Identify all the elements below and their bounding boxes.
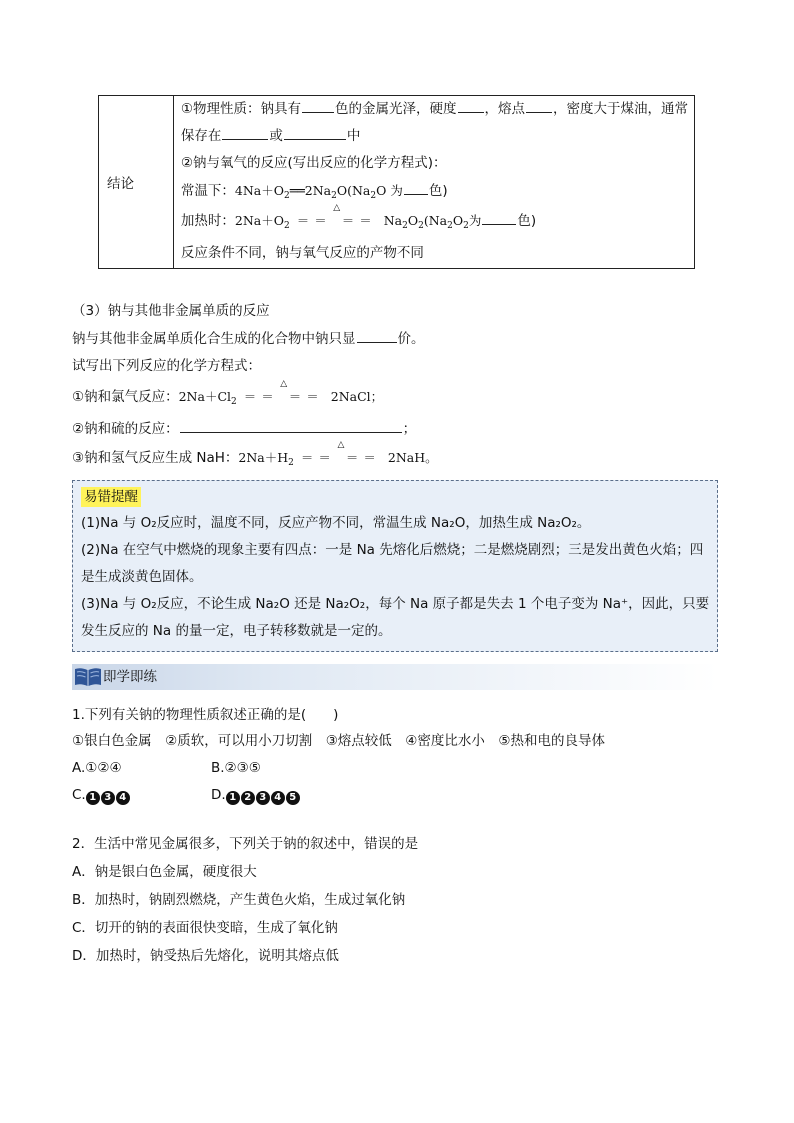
q2-option-c[interactable]: C．切开的钠的表面很快变暗，生成了氧化钠: [72, 920, 338, 936]
room-temp-label: 常温下：: [180, 183, 235, 199]
q2-option-b[interactable]: B．加热时，钠剧烈燃烧，产生黄色火焰，生成过氧化钠: [72, 892, 406, 908]
tip-line-4: (3)Na 与 O₂反应，不论生成 Na₂O 还是 Na₂O₂，每个 Na 原子都是失去 1 个电子变为 Na⁺，因此，只要: [81, 596, 710, 612]
physical-properties-line: [181, 96, 688, 123]
q1-stem: 1.下列有关钠的物理性质叙述正确的是( ): [72, 707, 339, 723]
circled-number: 1: [86, 791, 100, 805]
room-temp-color-blank: [404, 180, 428, 195]
circled-number: 3: [256, 791, 270, 805]
hardness-blank: [458, 98, 484, 113]
oxygen-heading: ②钠与氧气的反应(写出反应的化学方程式)：: [180, 155, 447, 171]
tip-title: 易错提醒: [81, 487, 141, 507]
instruction-line: 试写出下列反应的化学方程式：: [72, 358, 261, 374]
heat-line: [181, 204, 688, 238]
tip-line-2: (2)Na 在空气中燃烧的现象主要有四点：一是 Na 先熔化后燃烧；二是燃烧剧烈；三是发出黄色火焰；四: [81, 542, 704, 558]
conclusion-body: [173, 96, 694, 269]
q2-option-d[interactable]: D．加热时，钠受热后先熔化，说明其熔点低: [72, 948, 339, 964]
q1-option-b[interactable]: B.②③⑤: [211, 760, 261, 776]
sulfur-answer-blank: [180, 418, 402, 433]
physical-text: ，熔点: [484, 101, 525, 117]
conclusion-note: 反应条件不同，钠与氧气反应的产物不同: [180, 245, 424, 261]
option-d-prefix: D.: [211, 787, 226, 803]
color-blank: [302, 98, 334, 113]
chlorine-label: ①钠和氯气反应：: [72, 389, 179, 405]
tip-line-5: 发生反应的 Na 的量一定，电子转移数就是一定的。: [81, 623, 392, 639]
section3-heading: （3）钠与其他非金属单质的反应: [72, 303, 270, 319]
circled-number: 1: [226, 791, 240, 805]
q1-option-a[interactable]: A.①②④: [72, 760, 122, 776]
sulfur-reaction-line: [72, 418, 416, 439]
conclusion-table: [98, 95, 695, 269]
q1-option-c[interactable]: [72, 785, 131, 805]
physical-text: 色的金属光泽，硬度: [335, 101, 457, 117]
practice-header-bar: [72, 664, 718, 690]
circled-number: 4: [271, 791, 285, 805]
heat-color-blank: [482, 210, 516, 225]
heat-label: 加热时：: [180, 213, 235, 229]
option-c-prefix: C.: [72, 787, 86, 803]
circled-number: 4: [116, 791, 130, 805]
heat-equation: $2Na+O_2$ △ ＝＝ ＝＝ $Na_2O_2(Na_2O_2$为: [235, 213, 481, 228]
storage-blank-1: [222, 125, 268, 140]
valence-text: 钠与其他非金属单质化合生成的化合物中钠只显: [72, 331, 356, 347]
room-temp-line: [181, 177, 688, 204]
valence-text: 价。: [397, 331, 425, 347]
storage-text: 或: [269, 128, 283, 144]
valence-blank: [357, 328, 397, 343]
sulfur-end: ；: [402, 421, 417, 437]
sulfur-label: ②钠和硫的反应：: [72, 421, 179, 437]
hydrogen-reaction-line: [72, 440, 438, 468]
storage-line: [181, 123, 688, 150]
storage-text: 保存在: [180, 128, 222, 144]
circled-number: 3: [101, 791, 115, 805]
practice-label: 即学即练: [103, 669, 157, 685]
storage-text: 中: [346, 128, 361, 144]
error-tip-box: [72, 480, 718, 652]
chlorine-reaction-line: [72, 379, 384, 407]
room-temp-color-text: 色): [428, 183, 448, 199]
storage-blank-2: [284, 125, 346, 140]
room-temp-equation: $4Na+O_2══2Na_2O(Na_2O$ 为: [234, 183, 403, 201]
circled-number: 5: [286, 791, 300, 805]
heat-color-text: 色): [517, 213, 537, 229]
chlorine-equation: $2Na+Cl_2$ △ ＝＝ ＝＝ 2NaCl；: [178, 379, 384, 407]
circled-number: 2: [241, 791, 255, 805]
physical-text: ，密度大于煤油，通常: [553, 101, 688, 117]
hydrogen-equation: $2Na+H_2$ △ ＝＝ ＝＝ 2NaH。: [238, 440, 438, 468]
conclusion-label: 结论: [99, 96, 174, 269]
tip-line-3: 是生成淡黄色固体。: [81, 569, 203, 585]
q1-facts: ①银白色金属 ②质软，可以用小刀切割 ③熔点较低 ④密度比水小 ⑤热和电的良导体: [72, 733, 606, 749]
physical-text: ①物理性质：钠具有: [180, 101, 301, 117]
book-icon: [74, 667, 102, 687]
hydrogen-label: ③钠和氢气反应生成 NaH：: [72, 450, 239, 466]
melting-point-blank: [526, 98, 552, 113]
valence-line: [72, 328, 425, 349]
q1-option-d[interactable]: [211, 785, 301, 805]
heat-condition: △ ＝＝ ＝＝: [296, 203, 377, 228]
q2-option-a[interactable]: A．钠是银白色金属，硬度很大: [72, 864, 257, 880]
tip-line-1: (1)Na 与 O₂反应时，温度不同，反应产物不同，常温生成 Na₂O，加热生成 Na₂O₂。: [81, 515, 591, 531]
q2-stem: 2．生活中常见金属很多，下列关于钠的叙述中，错误的是: [72, 836, 419, 852]
